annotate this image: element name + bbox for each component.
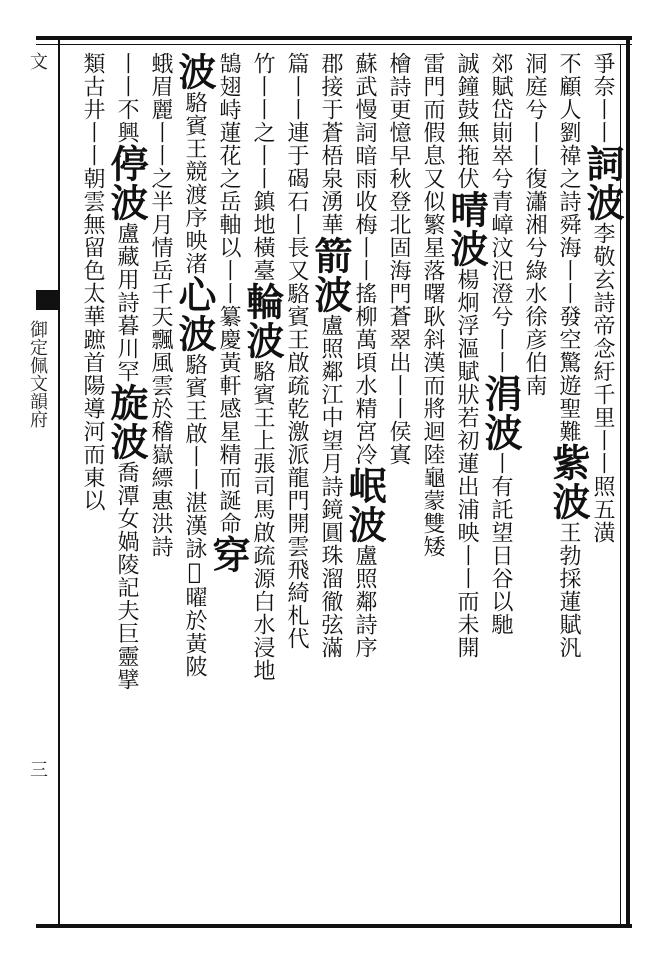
headword: 涓波 — [478, 374, 523, 452]
headword: 波 — [172, 52, 217, 91]
column-text: 蛾眉麗丨丨之半月 — [148, 52, 173, 236]
column-text: 雲飛綺札代 — [284, 535, 309, 650]
column-text: 檜詩更憶早秋登北固海門蒼翠出丨丨侯寘 — [386, 52, 411, 466]
headword: 紫波 — [546, 443, 591, 521]
gutter-fishtail-mark — [36, 290, 58, 310]
right-border — [626, 36, 630, 928]
column-text: 竹丨丨之丨丨鎮地橫臺 — [250, 52, 275, 282]
headword: 晴波 — [444, 190, 489, 268]
column-text: 丨丨朝雲無留色 — [80, 121, 105, 282]
column-text: 盧照鄰江中望月詩鏡圓珠溜徹弦滿 — [318, 314, 343, 659]
column-text: 誠鐘鼓無拖伏 — [454, 52, 479, 190]
column-text: 雷門而假息 — [420, 52, 445, 167]
column-text: 喬潭女媧陵記夫巨靈擘 — [114, 461, 139, 691]
column-text: 蘇武慢詞暗雨收梅丨丨搖柳萬頃水精宮冷 — [352, 52, 377, 466]
headword: 穿 — [206, 535, 251, 574]
headword: 詞波 — [580, 144, 625, 222]
column-text: 鵠翅峙蓮花之岳 — [216, 52, 241, 213]
column-text: 類古井 — [80, 52, 105, 121]
column-text: 纂慶黃軒感星精而誕命 — [216, 305, 241, 535]
text-column — [342, 52, 387, 922]
text-column — [514, 52, 554, 922]
column-text: 又似繁星落曙耿斜漢而將迴陸龜蒙雙矮 — [420, 167, 445, 558]
gutter-title: 御定佩文韻府 — [27, 320, 48, 428]
column-text: 駱賓王啟丨丨湛漢詠𧦬曜於黃陂 — [182, 353, 207, 678]
column-text: 王勃採蓮賦汎 — [556, 521, 581, 659]
text-column — [276, 52, 316, 922]
headword: 箭波 — [308, 236, 353, 314]
column-text: 丨丨不興 — [114, 52, 139, 144]
column-text: 洞庭兮丨丨復瀟湘兮綠水徐彦伯南 — [522, 52, 547, 397]
column-text: 篇丨丨連于碣石 — [284, 52, 309, 213]
text-column — [478, 52, 523, 922]
column-text: 楊炯浮漚賦狀若初蓮出浦映丨丨而未開 — [454, 268, 479, 659]
column-text: 盧照鄰詩序 — [352, 544, 377, 659]
gutter-line — [58, 36, 60, 928]
headword: 岷波 — [342, 466, 387, 544]
text-column — [206, 52, 251, 922]
column-text: 軸以丨丨 — [216, 213, 241, 305]
column-text: 劉禕之詩舜海丨丨發空驚遊聖難 — [556, 121, 581, 443]
gutter-page-number: 三 — [27, 760, 48, 778]
text-column — [308, 52, 353, 922]
bottom-border — [36, 924, 632, 928]
top-border — [36, 36, 632, 40]
column-text: 太華蹠首陽導河而東以 — [80, 282, 105, 512]
column-text: 駱賓王競渡序映渚 — [182, 91, 207, 275]
text-column — [72, 52, 112, 922]
text-column — [240, 52, 285, 922]
headword: 輪波 — [240, 282, 285, 360]
headword: 心波 — [172, 275, 217, 353]
column-text: 情岳千天飄風雲於稽嶽縹惠洪詩 — [148, 236, 173, 558]
column-text: 李敬玄詩帝念紆千里丨丨照五潢 — [590, 222, 615, 544]
headword: 旋波 — [104, 383, 149, 461]
column-text: 丨長又駱賓王啟疏乾激派龍門開 — [284, 213, 309, 535]
column-text: 郊賦岱崱崒兮青嶂汶汜澄兮丨丨 — [488, 52, 513, 374]
column-text: 盧藏用詩暮川罕 — [114, 222, 139, 383]
text-column — [412, 52, 452, 922]
column-text: 爭奈丨丨 — [590, 52, 615, 144]
gutter-top-char: 文 — [27, 52, 48, 70]
headword: 停波 — [104, 144, 149, 222]
text-column — [172, 52, 217, 922]
text-column — [546, 52, 591, 922]
text-column — [444, 52, 489, 922]
column-text: 駱賓王上張司馬啟疏源白水浸地 — [250, 360, 275, 682]
column-text: 郡接于蒼梧泉湧華 — [318, 52, 343, 236]
column-text: 不顧人 — [556, 52, 581, 121]
column-text: 丨有託望日谷以馳 — [488, 452, 513, 636]
text-column — [104, 52, 149, 922]
top-border-inner — [36, 44, 632, 45]
